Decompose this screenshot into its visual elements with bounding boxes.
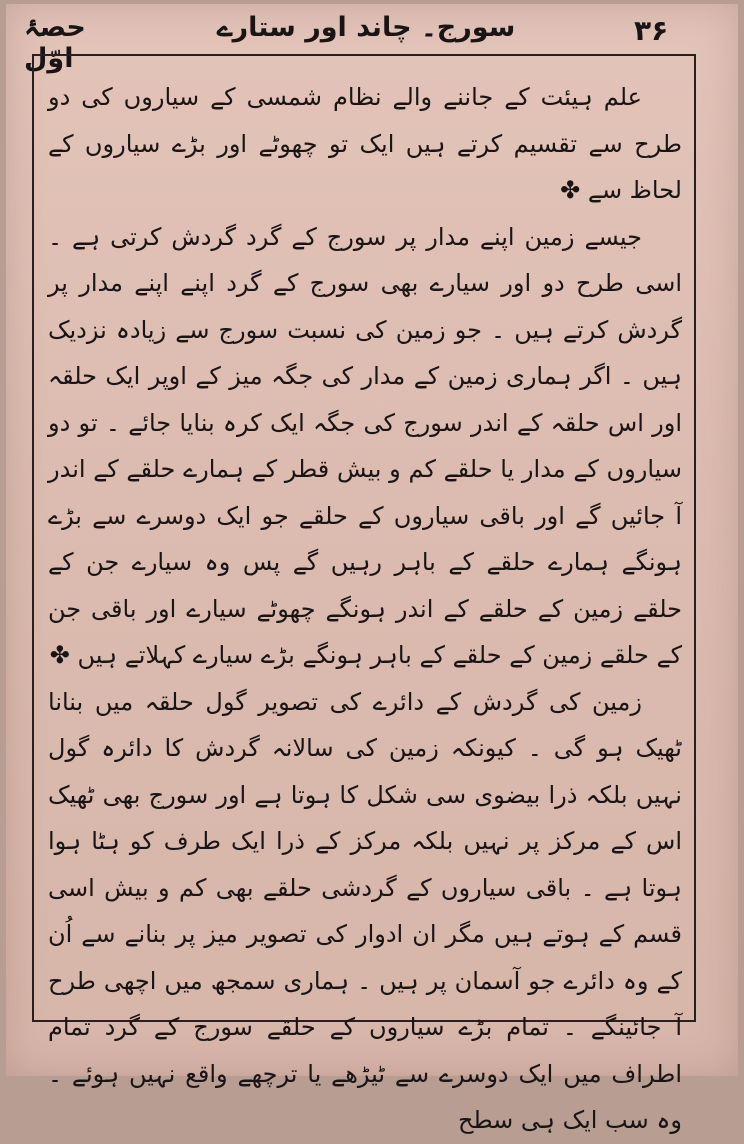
paragraph: جیسے زمین اپنے مدار پر سورج کے گرد گردش کرتی ہے ۔ اسی طرح دو اور سیارے بھی سورج کے گرد اپنے اپنے مدار پر گردش کرتے ہیں ۔ جو زمین کی نسبت سورج سے زیادہ نزدیک ہیں ۔ اگر ہماری زمین کے مدار کی جگہ میز کے اوپر ایک حلقہ اور اس حلقہ کے اندر سورج کی جگہ ایک کرہ بنایا جائے ۔ تو دو سیاروں کے مدار یا حلقے کم و بیش قطر کے ہمارے حلقے کے اندر آ جائیں گے اور باقی سیاروں کے حلقے جو ایک دوسرے سے بڑے ہونگے ہمارے حلقے کے باہر رہیں گے پس وہ سیارے جن کے حلقے زمین کے حلقے کے اندر ہونگے چھوٹے سیارے اور باقی جن کے حلقے زمین کے حلقے کے باہر ہونگے بڑے سیارے کہلاتے ہیں ✤ [48, 222, 682, 669]
page-header [6, 4, 738, 74]
paragraph: زمین کی گردش کے دائرے کی تصویر گول حلقہ میں بنانا ٹھیک ہو گی ۔ کیونکہ زمین کی سالانہ گردش کا دائرہ گول نہیں بلکہ ذرا بیضوی سی شکل کا ہوتا ہے اور سورج بھی ٹھیک اس کے مرکز پر نہیں بلکہ مرکز کے ذرا ایک طرف کو ہٹا ہوا ہوتا ہے ۔ باقی سیاروں کے گردشی حلقے بھی کم و بیش اسی قسم کے ہوتے ہیں مگر ان ادوار کی تصویر میز پر بنانے سے اُن کے وہ دائرے جو آسمان پر ہیں ۔ ہماری سمجھ میں اچھی طرح آ جائینگے ۔ تمام بڑے سیاروں کے حلقے سورج کے گرد تمام اطراف میں ایک دوسرے سے ٹیڑھے یا ترچھے واقع نہیں ہوئے ۔ وہ سب ایک ہی سطح [48, 687, 682, 1134]
running-title: سورج۔ چاند اور ستارے [216, 12, 516, 43]
paragraph: علم ہیئت کے جاننے والے نظام شمسی کے سیاروں کی دو طرح سے تقسیم کرتے ہیں ایک تو چھوٹے اور بڑے سیاروں کے لحاظ سے ✤ [48, 83, 682, 204]
body-text [48, 74, 682, 1144]
book-page [6, 4, 738, 1134]
section-label: حصۂ اوّل [24, 12, 86, 74]
page-number: ۳۶ [634, 14, 669, 47]
text-frame [32, 54, 696, 1134]
